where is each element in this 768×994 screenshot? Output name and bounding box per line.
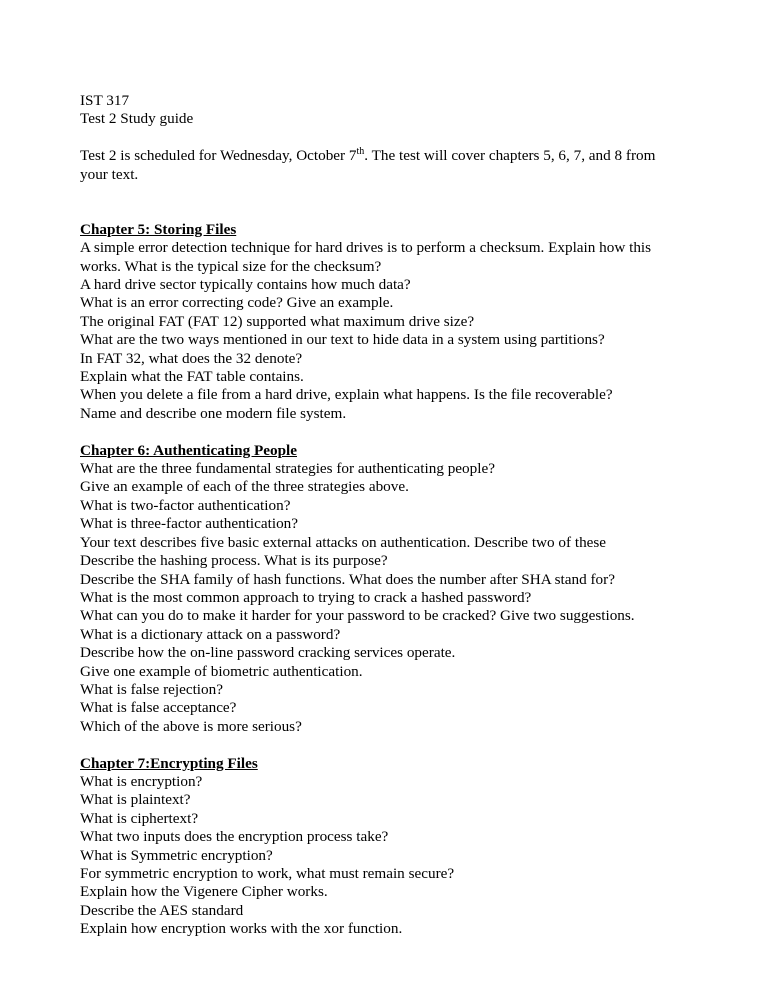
question-line: What is encryption? [80, 772, 203, 790]
question-line: What is plaintext? [80, 791, 191, 809]
question-line: What is Symmetric encryption? [80, 846, 273, 864]
question-line: Describe the SHA family of hash functions. What does the number after SHA stand for? [80, 570, 615, 588]
chapter-heading: Chapter 6: Authenticating People [80, 441, 297, 459]
intro-paragraph [80, 147, 720, 184]
document-title: Test 2 Study guide [80, 110, 194, 128]
question-line: What is three-factor authentication? [80, 515, 299, 533]
question-line: Give an example of each of the three strategies above. [80, 478, 409, 496]
question-line: Describe the AES standard [80, 901, 244, 919]
chapter-section [80, 442, 720, 737]
course-code: IST 317 [80, 92, 130, 109]
question-line: What is the most common approach to trying to crack a hashed password? [80, 588, 532, 606]
question-line: works. What is the typical size for the checksum? [80, 257, 382, 275]
question-line: What can you do to make it harder for your password to be cracked? Give two suggestions. [80, 607, 635, 625]
question-line: The original FAT (FAT 12) supported what maximum drive size? [80, 312, 475, 330]
intro-text-after: . The test will cover chapters 5, 6, 7, and 8 from [364, 147, 656, 165]
question-line: Explain how encryption works with the xor function. [80, 920, 403, 938]
question-line: Name and describe one modern file system. [80, 404, 347, 422]
chapter-heading: Chapter 7:Encrypting Files [80, 754, 258, 772]
intro-text-before: Test 2 is scheduled for Wednesday, October 7 [80, 147, 357, 165]
question-line: Give one example of biometric authentication. [80, 662, 363, 680]
question-line: What is an error correcting code? Give an example. [80, 294, 394, 312]
question-line: For symmetric encryption to work, what must remain secure? [80, 865, 455, 882]
question-line: Explain what the FAT table contains. [80, 368, 304, 386]
question-line: What is ciphertext? [80, 809, 199, 827]
chapter-heading: Chapter 5: Storing Files [80, 220, 237, 238]
question-line: Which of the above is more serious? [80, 717, 302, 735]
question-line: Explain how the Vigenere Cipher works. [80, 883, 328, 901]
intro-line-1 [80, 147, 720, 165]
document-header [80, 92, 720, 129]
question-line: Describe the hashing process. What is its purpose? [80, 552, 388, 570]
question-line: When you delete a file from a hard drive, explain what happens. Is the file recoverable? [80, 386, 613, 404]
question-line: What two inputs does the encryption process take? [80, 828, 389, 846]
question-line: Describe how the on-line password cracking services operate. [80, 644, 456, 662]
chapter-section [80, 221, 720, 423]
question-line: What is a dictionary attack on a password? [80, 625, 341, 643]
chapter-sections [80, 221, 720, 939]
question-line: What is false acceptance? [80, 699, 237, 717]
question-line: What is false rejection? [80, 680, 223, 698]
question-line: In FAT 32, what does the 32 denote? [80, 349, 303, 367]
intro-superscript: th [356, 146, 365, 158]
question-line: What are the two ways mentioned in our text to hide data in a system using partitions? [80, 331, 605, 349]
question-line: What are the three fundamental strategies for authenticating people? [80, 460, 495, 478]
intro-line-2: your text. [80, 165, 139, 183]
question-line: A simple error detection technique for hard drives is to perform a checksum. Explain how this [80, 239, 652, 257]
chapter-section [80, 755, 720, 939]
question-line: Your text describes five basic external attacks on authentication. Describe two of these [80, 533, 607, 551]
question-line: What is two-factor authentication? [80, 496, 291, 514]
question-line: A hard drive sector typically contains how much data? [80, 276, 411, 294]
